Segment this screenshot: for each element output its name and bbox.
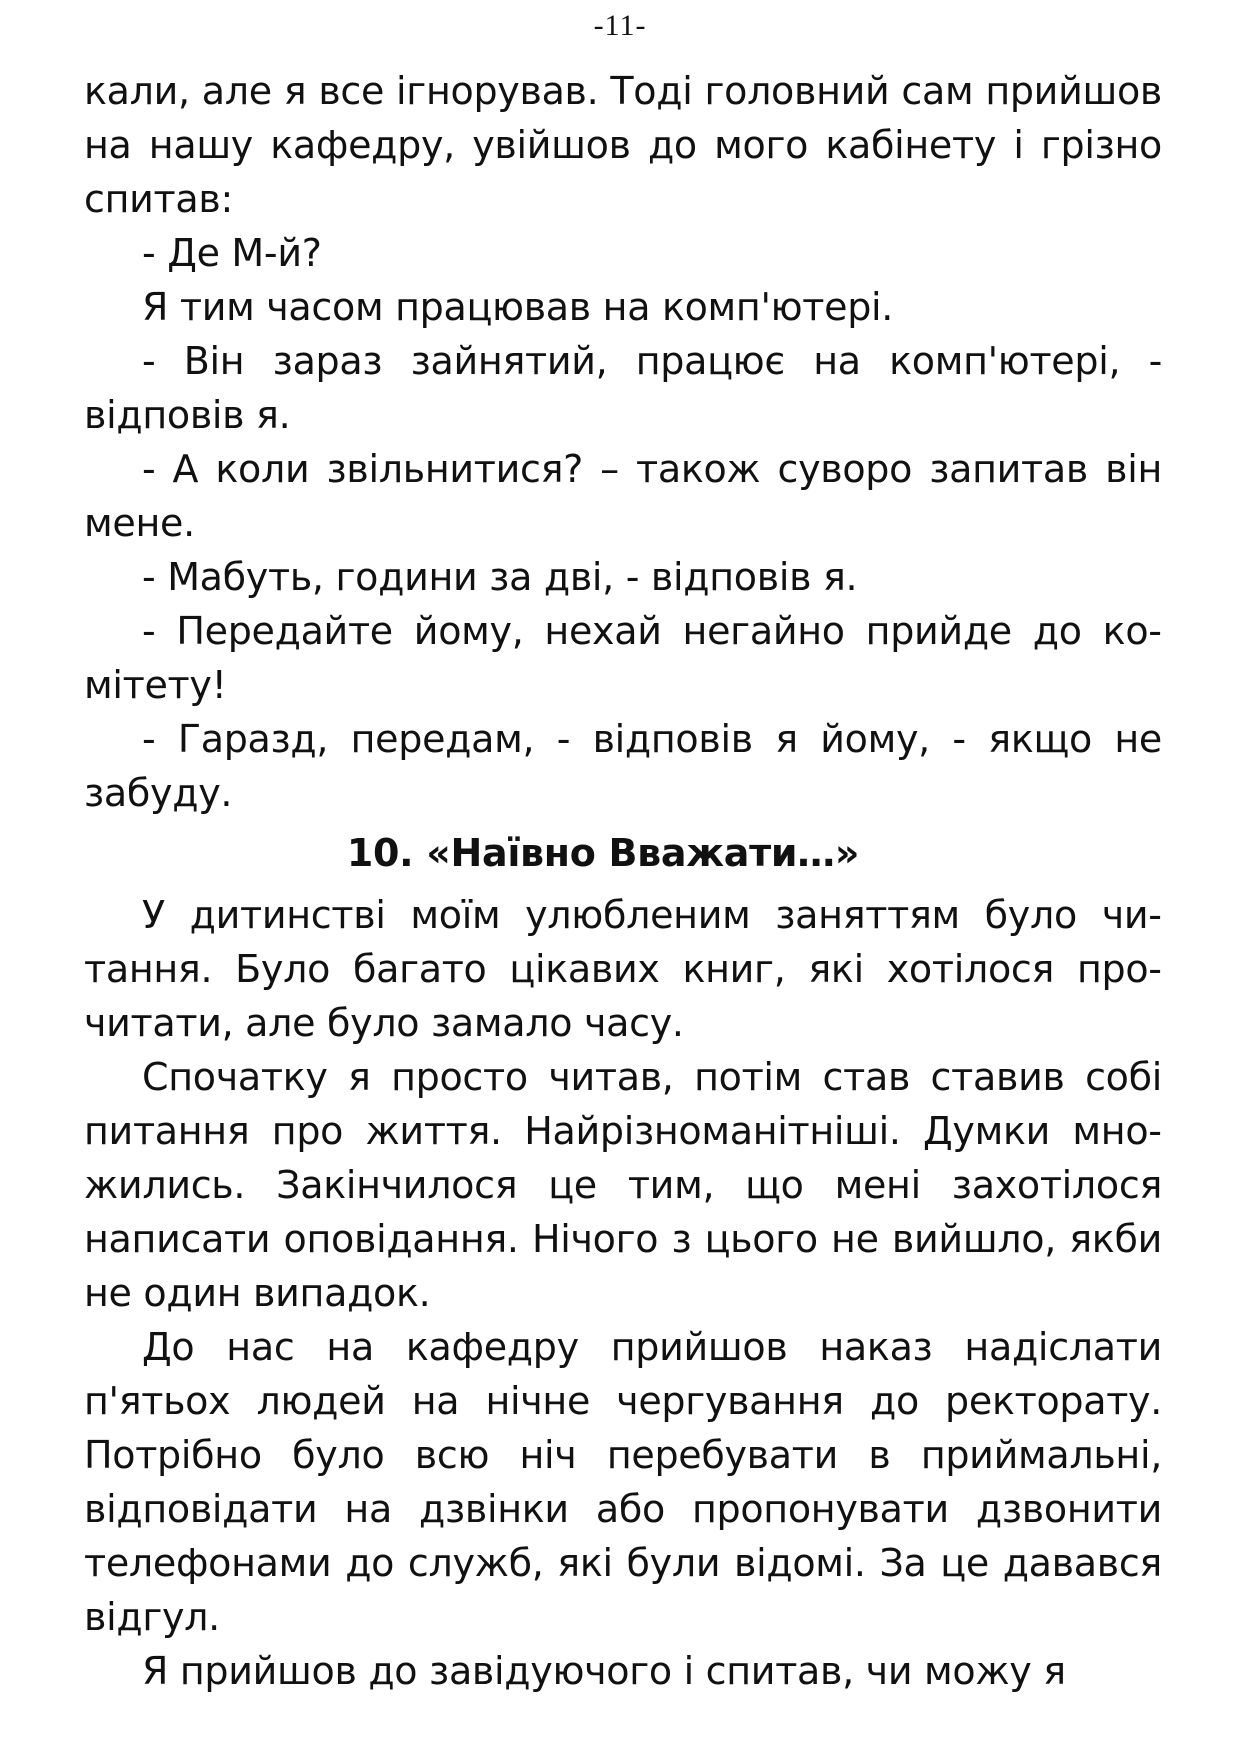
page-body xyxy=(84,64,1162,1698)
paragraph: - А коли звільнитися? – також суворо запитав він мене. xyxy=(84,447,1162,545)
paragraph: Спочатку я просто читав, потім став ставив собі питання про життя. Найрізноманітніші. Думки множились. Закінчилося це тим, що мені захотілося написати оповідання. Нічого з цього не вийшло, якби не один випадок. xyxy=(84,1055,1162,1315)
paragraph: У дитинстві моїм улюбленим заняттям було читання. Було багато цікавих книг, які хотілося прочитати, але було замало часу. xyxy=(84,893,1162,1045)
section-heading: 10. «Наївно Вважати…» xyxy=(346,831,860,875)
paragraph: - Мабуть, години за дві, - відповів я. xyxy=(142,555,858,599)
paragraph: кали, але я все ігнорував. Тоді головний сам прийшов на нашу кафедру, увійшов до мого кабінету і грізно спитав: xyxy=(84,69,1162,221)
paragraph: - Він зараз зайнятий, працює на комп'ютері, - відповів я. xyxy=(84,339,1162,437)
page-number: -11- xyxy=(593,9,647,42)
paragraph: - Де М-й? xyxy=(142,231,322,275)
paragraph: Я прийшов до завідуючого і спитав, чи можу я xyxy=(142,1649,1066,1693)
paragraph: - Гаразд, передам, - відповів я йому, - якщо не забуду. xyxy=(84,717,1162,815)
paragraph: Я тим часом працював на комп'ютері. xyxy=(142,285,894,329)
paragraph: До нас на кафедру прийшов наказ надіслати п'ятьох людей на нічне чергування до ректорату. Потрібно було всю ніч перебувати в приймальні, відповідати на дзвінки або пропонувати дзвонити телефонами до служб, які були відомі. За це давався відгул. xyxy=(84,1325,1162,1639)
paragraph: - Передайте йому, нехай негайно прийде до комітету! xyxy=(84,609,1162,707)
